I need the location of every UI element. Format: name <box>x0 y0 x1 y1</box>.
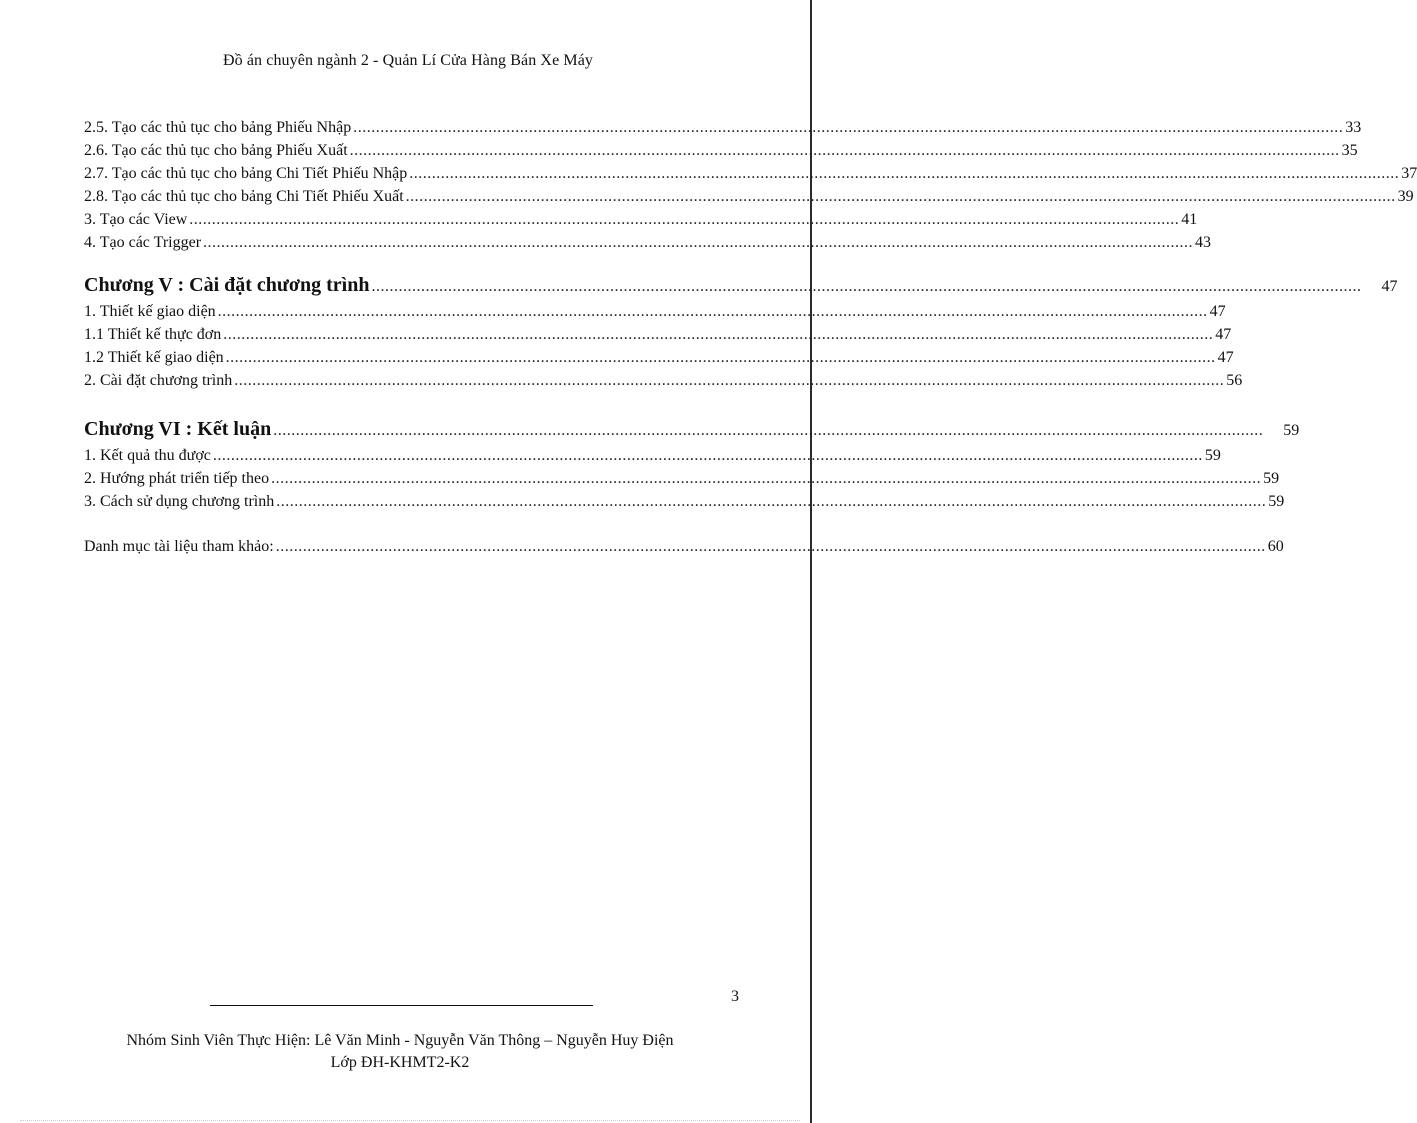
toc-page-number: 35 <box>1341 142 1358 159</box>
toc-page-number: 33 <box>1345 119 1362 136</box>
toc-leader-dots: ............................................................................................................................................................................................................................ <box>212 447 1203 464</box>
toc-entry[interactable] <box>84 185 1414 208</box>
toc-leader-dots: ............................................................................................................................................................................................................................ <box>225 349 1216 366</box>
toc-page-number: 47 <box>1381 278 1398 295</box>
toc-page-number: 56 <box>1226 372 1243 389</box>
toc-entry-label: Danh mục tài liệu tham khảo: <box>84 538 274 555</box>
toc-entry[interactable] <box>84 208 1198 231</box>
toc-leader-dots: ............................................................................................................................................................................................................................ <box>223 326 1214 343</box>
toc-entry-label: 1. Thiết kế giao diện <box>84 303 216 320</box>
toc-entry[interactable] <box>84 490 1285 513</box>
toc-entry[interactable] <box>84 300 1226 323</box>
table-of-contents <box>84 116 1417 558</box>
toc-leader-dots: ............................................................................................................................................................................................................................ <box>409 165 1400 182</box>
toc-entry-label: 1.2 Thiết kế giao diện <box>84 349 224 366</box>
toc-leader-dots: ............................................................................................................................................................................................................................ <box>234 372 1225 389</box>
toc-entry[interactable] <box>84 162 1417 185</box>
toc-page-number: 43 <box>1195 234 1212 251</box>
toc-chapter-6[interactable] <box>84 414 1300 444</box>
toc-group-chapter5 <box>84 300 1243 392</box>
toc-entry-label: 2.7. Tạo các thủ tục cho bảng Chi Tiết Phiếu Nhập <box>84 165 408 182</box>
toc-leader-dots: ............................................................................................................................................................................................................................ <box>189 211 1180 228</box>
footer-authors: Nhóm Sinh Viên Thực Hiện: Lê Văn Minh - Nguyễn Văn Thông – Nguyễn Huy Điện <box>126 1032 674 1049</box>
toc-page-number: 41 <box>1181 211 1198 228</box>
toc-entry-label: 2.8. Tạo các thủ tục cho bảng Chi Tiết Phiếu Xuất <box>84 188 404 205</box>
toc-entry-label: 2.5. Tạo các thủ tục cho bảng Phiếu Nhập <box>84 119 352 136</box>
toc-leader-dots: ............................................................................................................................................................................................................................ <box>203 234 1194 251</box>
toc-entry[interactable] <box>84 116 1362 139</box>
toc-leader-dots: ............................................................................................................................................................................................................................ <box>271 470 1262 487</box>
toc-page-number: 59 <box>1268 493 1285 510</box>
toc-page-number: 47 <box>1217 349 1234 366</box>
toc-page-number: 37 <box>1401 165 1417 182</box>
toc-page-number: 59 <box>1263 470 1280 487</box>
toc-leader-dots: ............................................................................................................................................................................................................................ <box>353 119 1344 136</box>
toc-page-number: 60 <box>1267 538 1284 555</box>
page-number: 3 <box>731 988 739 1005</box>
toc-group-chapter6 <box>84 444 1285 513</box>
toc-leader-dots: ............................................................................................................................................................................................................................ <box>275 538 1266 555</box>
toc-entry-label: 3. Cách sử dụng chương trình <box>84 493 275 510</box>
toc-leader-dots: ............................................................................................................................................................................................................................ <box>371 278 1362 295</box>
toc-entry-label: 2.6. Tạo các thủ tục cho bảng Phiếu Xuất <box>84 142 348 159</box>
toc-page-number: 47 <box>1215 326 1232 343</box>
toc-entry-label: 2. Cài đặt chương trình <box>84 372 233 389</box>
toc-entry[interactable] <box>84 346 1234 369</box>
toc-entry[interactable] <box>84 139 1358 162</box>
toc-entry[interactable] <box>84 467 1280 490</box>
toc-group-chapter4 <box>84 116 1417 254</box>
toc-chapter-5[interactable] <box>84 270 1398 300</box>
footer-rule <box>210 1005 593 1006</box>
toc-leader-dots: ............................................................................................................................................................................................................................ <box>405 188 1396 205</box>
toc-entry-label: 4. Tạo các Trigger <box>84 234 202 251</box>
toc-entry-label: 1. Kết quả thu được <box>84 447 211 464</box>
toc-page-number: 59 <box>1204 447 1221 464</box>
toc-references[interactable] <box>84 535 1284 558</box>
toc-leader-dots: ............................................................................................................................................................................................................................ <box>273 422 1264 439</box>
toc-entry[interactable] <box>84 323 1232 346</box>
toc-entry[interactable] <box>84 369 1243 392</box>
toc-page-number: 59 <box>1283 422 1300 439</box>
toc-page-number: 39 <box>1397 188 1414 205</box>
toc-entry-label: 3. Tạo các View <box>84 211 188 228</box>
running-header: Đồ án chuyên ngành 2 - Quản Lí Cửa Hàng Bán Xe Máy <box>222 52 594 69</box>
footer <box>0 1030 800 1074</box>
toc-leader-dots: ............................................................................................................................................................................................................................ <box>349 142 1340 159</box>
toc-leader-dots: ............................................................................................................................................................................................................................ <box>276 493 1267 510</box>
footer-class: Lớp ĐH-KHMT2-K2 <box>330 1054 470 1071</box>
toc-entry-label: 2. Hướng phát triển tiếp theo <box>84 470 270 487</box>
page-bottom-edge <box>20 1120 800 1121</box>
toc-chapter-label: Chương V : Cài đặt chương trình <box>84 274 370 296</box>
toc-entry[interactable] <box>84 444 1221 467</box>
toc-entry-label: 1.1 Thiết kế thực đơn <box>84 326 222 343</box>
toc-page-number: 47 <box>1209 303 1226 320</box>
toc-entry[interactable] <box>84 231 1212 254</box>
toc-chapter-label: Chương VI : Kết luận <box>84 418 272 440</box>
toc-leader-dots: ............................................................................................................................................................................................................................ <box>217 303 1208 320</box>
